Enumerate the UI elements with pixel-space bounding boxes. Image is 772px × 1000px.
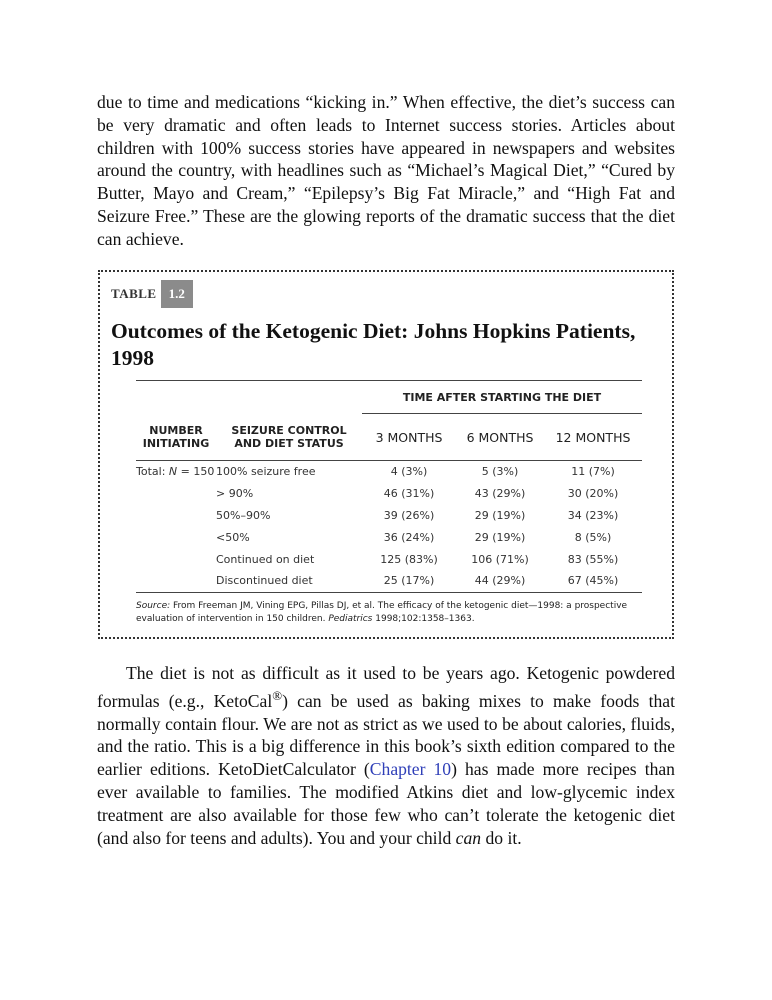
three-months-cell: 25 (17%) [362, 570, 456, 592]
source-citation: 1998;102:1358–1363. [372, 614, 475, 624]
table-row [136, 526, 642, 548]
table-row [136, 461, 642, 483]
six-months-cell: 29 (19%) [474, 530, 526, 544]
seizure-status-cell: Continued on diet [216, 552, 315, 566]
number-initiating-cell [136, 505, 216, 527]
number-initiating-cell [136, 570, 216, 592]
seizure-status-cell: 100% seizure free [216, 465, 316, 479]
body-text-4: do it. [481, 827, 522, 848]
number-initiating-cell [136, 526, 216, 548]
three-months-cell: 46 (31%) [383, 487, 435, 501]
table-row [136, 483, 642, 505]
source-journal: Pediatrics [328, 614, 373, 624]
total-suffix: = 150 [177, 465, 215, 479]
total-variable: N [168, 465, 178, 479]
emphasis-can: can [455, 827, 482, 848]
three-months-cell: 4 (3%) [390, 465, 428, 479]
col-header-3-months: 3 MONTHS [362, 414, 456, 461]
twelve-months-cell: 34 (23%) [567, 508, 619, 522]
table-box [98, 270, 674, 639]
twelve-months-cell: 11 (7%) [571, 465, 615, 479]
three-months-cell: 125 (83%) [380, 552, 438, 566]
table-title: Outcomes of the Ketogenic Diet: Johns Hopkins Patients, 1998 [111, 319, 636, 370]
table-number-badge: 1.2 [161, 280, 193, 308]
seizure-status-cell: <50% [216, 530, 250, 544]
six-months-cell: 106 (71%) [471, 552, 529, 566]
body-paragraph [97, 662, 675, 849]
number-initiating-cell [136, 483, 216, 505]
table-header-row [136, 414, 642, 461]
table-source-note [136, 600, 646, 626]
table-row [136, 570, 642, 592]
twelve-months-cell: 67 (45%) [544, 570, 642, 592]
outcomes-table [136, 380, 642, 593]
body-text-3: ) has made more recipes than ever available to families. The modified Atkins diet and low-glycemic index treatment are also available for those few who can’t tolerate the ketogenic diet (and also for teens and adults). You and your child [97, 759, 675, 848]
seizure-status-cell: Discontinued diet [216, 570, 362, 592]
number-initiating-cell [136, 548, 216, 570]
twelve-months-cell: 8 (5%) [574, 530, 612, 544]
table-label [111, 280, 193, 308]
seizure-status-cell: 50%–90% [216, 508, 271, 522]
six-months-cell: 5 (3%) [481, 465, 519, 479]
chapter-10-link[interactable]: Chapter 10 [369, 759, 452, 780]
six-months-cell: 44 (29%) [456, 570, 544, 592]
seizure-status-cell: > 90% [216, 487, 254, 501]
body-text-2: ) can be used as baking mixes to make foods that normally contain flour. We are not as strict as we used to be about calories, fluids, and the ratio. This is a big difference in this book’s sixth edition compared to the earlier editions. KetoDietCalculator ( [97, 690, 675, 780]
six-months-cell: 29 (19%) [474, 508, 526, 522]
col-header-status: SEIZURE CONTROL AND DIET STATUS [216, 414, 362, 461]
col-header-number-initiating: NUMBER INITIATING [136, 414, 216, 461]
intro-paragraph: due to time and medications “kicking in.” When effective, the diet’s success can be very dramatic and often leads to Internet success stories. Articles about children with 100% success stories have appeared in newspapers and websites around the country, with headlines such as “Michael’s Magical Diet,” “Cured by Butter, Mayo and Cream,” “Epilepsy’s Big Fat Miracle,” and “High Fat and Seizure Free.” These are the glowing reports of the dramatic success that the diet can achieve. [97, 92, 675, 249]
table-label-text: TABLE [111, 286, 157, 301]
table-group-header-row [136, 381, 642, 414]
six-months-cell: 43 (29%) [474, 487, 526, 501]
total-prefix: Total: [136, 465, 169, 479]
source-label: Source: [136, 601, 171, 611]
col-header-12-months: 12 MONTHS [544, 414, 642, 461]
three-months-cell: 36 (24%) [383, 530, 435, 544]
body-text-1: The diet is not as difficult as it used to be years ago. Ketogenic powdered formulas (e.g., KetoCal [97, 663, 675, 711]
source-text: From Freeman JM, Vining EPG, Pillas DJ, et al. The efficacy of the ketogenic diet—1998: a prospective evaluation of intervention in 150 children. [136, 601, 628, 624]
number-initiating-cell [136, 461, 216, 483]
registered-mark: ® [272, 687, 283, 703]
three-months-cell: 39 (26%) [383, 508, 435, 522]
table-row [136, 548, 642, 570]
table-row [136, 505, 642, 527]
twelve-months-cell: 83 (55%) [567, 552, 619, 566]
time-after-diet-header: TIME AFTER STARTING THE DIET [362, 381, 642, 414]
twelve-months-cell: 30 (20%) [567, 487, 619, 501]
col-header-6-months: 6 MONTHS [456, 414, 544, 461]
